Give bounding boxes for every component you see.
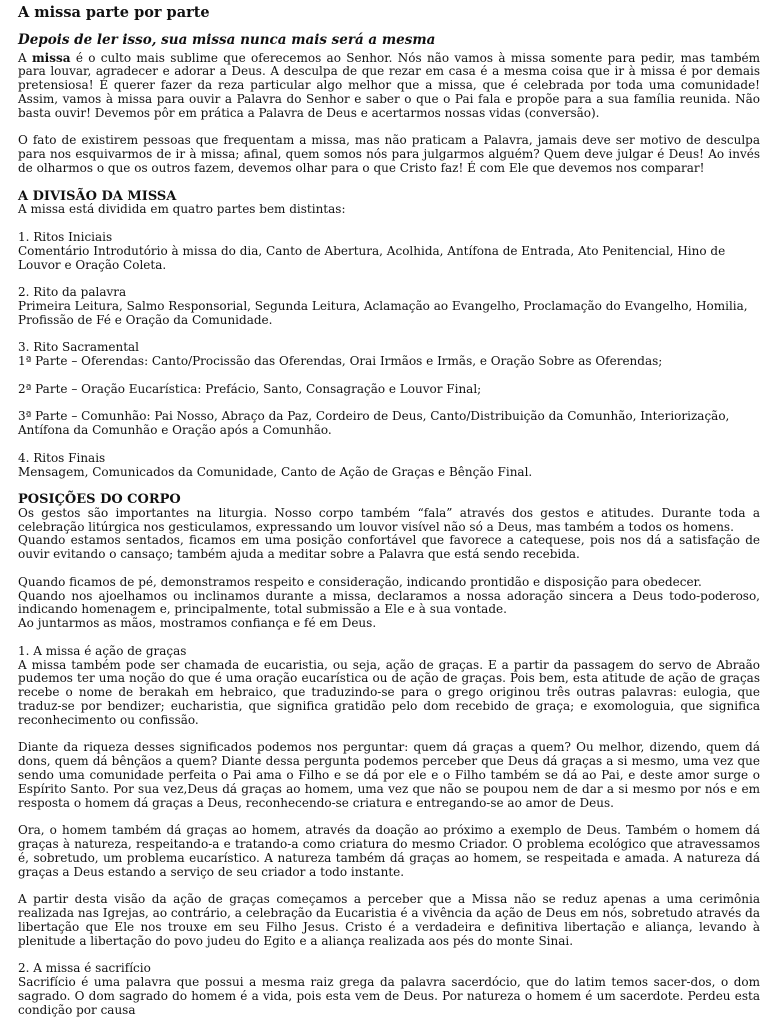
page-title: A missa parte por parte: [18, 4, 210, 21]
graces-paragraph-2: Diante da riqueza desses significados podemos nos perguntar: quem dá graças a quem? Ou melhor, dizendo, quem dá dons, quem dá bênçãos a quem? Diante dessa pergunta podemos perceber que Deus dá graças a si mesmo, uma vez que sendo uma comunidade perfeita o Pai ama o Filho e se dá por ele e o Filho também se dá ao Pai, e deste amor surge o Espírito Santo. Por sua vez,Deus dá graças ao homem, uma vez que não se poupou nem de dar a si mesmo por nós e em resposta o homem dá graças a Deus, reconhecendo-se criatura e entregando-se ao amor de Deus.: [18, 740, 760, 810]
positions-paragraph-4: Quando nos ajoelhamos ou inclinamos durante a missa, declaramos a nossa adoração sincera a Deus todo-poderoso, indicando homenagem e, principalmente, total submissão a Ele e à sua vontade.: [18, 588, 760, 617]
division-intro: A missa está dividida em quatro partes bem distintas:: [18, 202, 346, 217]
intro-prefix: A: [18, 50, 32, 65]
positions-paragraph-5: Ao juntarmos as mãos, mostramos confiança e fé em Deus.: [18, 616, 377, 631]
division-part-3-sub-3: 3ª Parte – Comunhão: Pai Nosso, Abraço da Paz, Cordeiro de Deus, Canto/Distribuição da Comunhão, Interiorização, Antífona da Comunhão e Oração após a Comunhão.: [18, 409, 730, 438]
intro-paragraph: [18, 52, 760, 121]
sacrifice-paragraph-1: Sacrifício é uma palavra que possui a mesma raiz grega da palavra sacerdócio, que do latim temos sacer-dos, o dom sagrado. O dom sagrado do homem é a vida, pois esta vem de Deus. Por natureza o homem é um sacerdote. Perdeu esta condição por causa: [18, 974, 760, 1017]
document-page: [18, 6, 760, 1017]
positions-paragraph-1: Os gestos são importantes na liturgia. Nosso corpo também “fala” através dos gestos e atitudes. Durante toda a celebração litúrgica nos gesticulamos, expressando um louvor visível não só a Deus, mas também a todos os homens.: [18, 505, 760, 534]
page-subtitle: Depois de ler isso, sua missa nunca mais será a mesma: [18, 31, 436, 48]
graces-paragraph-1: A missa também pode ser chamada de eucaristia, ou seja, ação de graças. E a partir da passagem do servo de Abraão pudemos ter uma noção do que é uma oração eucarística ou de ação de graças. Pois bem, esta atitude de ação de graças recebe o nome de berakah em hebraico, que traduzindo-se para o grego originou três outras palavras: eulogia, que traduz-se por bendizer; eucharistia, que significa gratidão pelo dom recebido de graça; e exomologuia, que significa reconhecimento ou confissão.: [18, 657, 760, 727]
division-part-1-text: Comentário Introdutório à missa do dia, Canto de Abertura, Acolhida, Antífona de Entrada, Ato Penitencial, Hino de Louvor e Oração Coleta.: [18, 243, 726, 272]
graces-title: 1. A missa é ação de graças: [18, 643, 187, 658]
intro-rest: é o culto mais sublime que oferecemos ao Senhor. Nós não vamos à missa somente para pedir, mas também para louvar, agradecer e adorar a Deus. A desculpa de que rezar em casa é a mesma coisa que ir à missa é por demais pretensiosa! É querer fazer da reza particular algo melhor que a missa, que é celebrada por toda uma comunidade! Assim, vamos à missa para ouvir a Palavra do Senhor e saber o que o Pai fala e propõe para a sua família reunida. Não basta ouvir! Devemos pôr em prática a Palavra de Deus e acertarmos nossas vidas (conversão).: [18, 50, 760, 120]
intro-lead-word: missa: [31, 50, 71, 65]
division-part-4-text: Mensagem, Comunicados da Comunidade, Canto de Ação de Graças e Bênção Final.: [18, 464, 533, 479]
division-heading: A DIVISÃO DA MISSA: [18, 188, 177, 204]
positions-heading: POSIÇÕES DO CORPO: [18, 492, 181, 508]
division-part-3-title: 3. Rito Sacramental: [18, 340, 140, 355]
division-part-1-title: 1. Ritos Iniciais: [18, 229, 113, 244]
division-part-3-sub-1: 1ª Parte – Oferendas: Canto/Procissão das Oferendas, Orai Irmãos e Irmãs, e Oração Sobre as Oferendas;: [18, 354, 663, 369]
graces-paragraph-4: A partir desta visão da ação de graças começamos a perceber que a Missa não se reduz apenas a uma cerimônia realizada nas Igrejas, ao contrário, a celebração da Eucaristia é a vivência da ação de Deus em nós, sobretudo através da libertação que Ele nos trouxe em seu Filho Jesus. Cristo é a verdadeira e definitiva libertação e aliança, levando à plenitude a libertação do povo judeu do Egito e a aliança realizada aos pés do monte Sinai.: [18, 892, 760, 948]
positions-paragraph-3: Quando ficamos de pé, demonstramos respeito e consideração, indicando prontidão e disposição para obedecer.: [18, 574, 702, 589]
sacrifice-title: 2. A missa é sacrifício: [18, 961, 151, 976]
division-part-2-text: Primeira Leitura, Salmo Responsorial, Segunda Leitura, Aclamação ao Evangelho, Proclamação do Evangelho, Homilia, Profissão de Fé e Oração da Comunidade.: [18, 298, 748, 327]
positions-paragraph-2: Quando estamos sentados, ficamos em uma posição confortável que favorece a catequese, pois nos dá a satisfação de ouvir evitando o cansaço; também ajuda a meditar sobre a Palavra que está sendo recebida.: [18, 533, 760, 562]
intro-paragraph-2: O fato de existirem pessoas que frequentam a missa, mas não praticam a Palavra, jamais deve ser motivo de desculpa para nos esquivarmos de ir à missa; afinal, quem somos nós para julgarmos alguém? Quem deve julgar é Deus! Ao invés de olharmos o que os outros fazem, devemos olhar para o que Cristo faz! É com Ele que devemos nos comparar!: [18, 133, 760, 175]
division-part-2-title: 2. Rito da palavra: [18, 285, 127, 300]
division-part-4-title: 4. Ritos Finais: [18, 450, 106, 465]
division-part-3-sub-2: 2ª Parte – Oração Eucarística: Prefácio, Santo, Consagração e Louvor Final;: [18, 381, 482, 396]
graces-paragraph-3: Ora, o homem também dá graças ao homem, através da doação ao próximo a exemplo de Deus. Também o homem dá graças à natureza, respeitando-a e tratando-a como criatura do mesmo Criador. O problema ecológico que atravessamos é, sobretudo, um problema eucarístico. A natureza também dá graças ao homem, se respeitada e amada. A natureza dá graças a Deus estando a serviço de seu criador a todo instante.: [18, 823, 760, 879]
